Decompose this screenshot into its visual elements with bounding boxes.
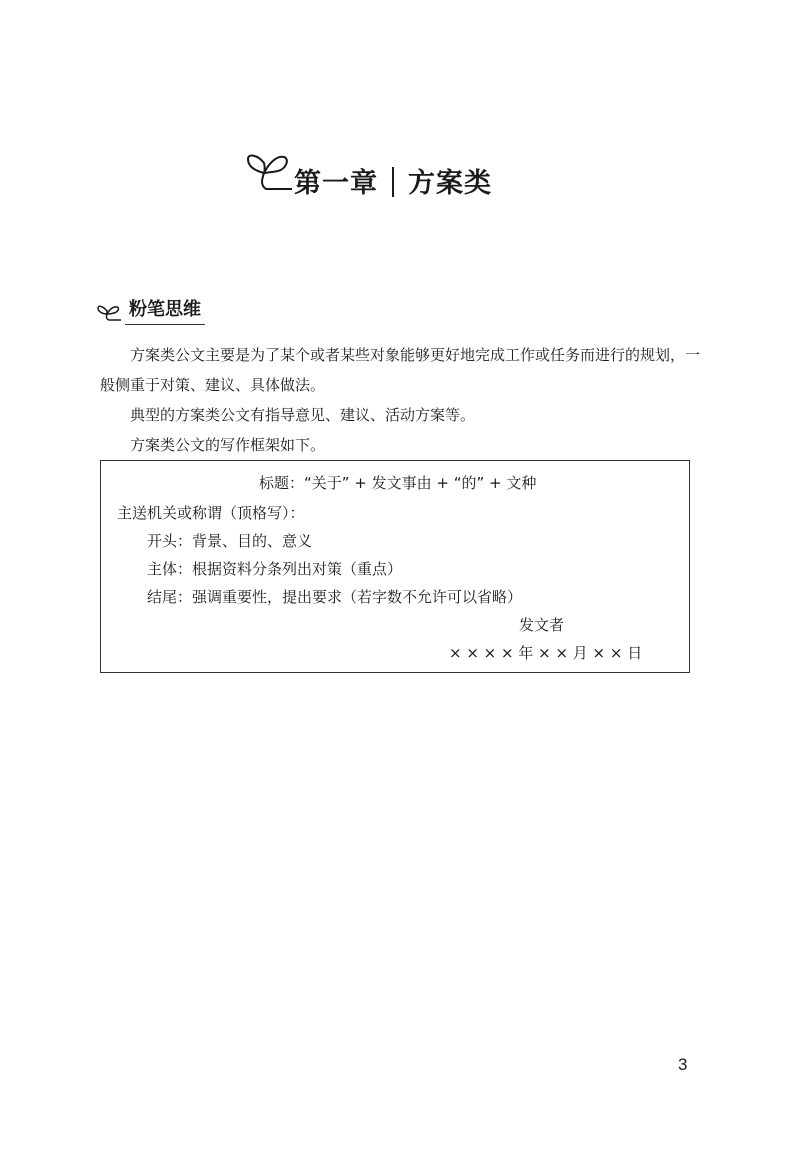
framework-box	[100, 460, 690, 673]
sprout-icon	[238, 145, 294, 199]
section-underline	[125, 324, 205, 325]
chapter-separator	[392, 167, 394, 197]
paragraph-intro-line1: 方案类公文主要是为了某个或者某些对象能够更好地完成工作或任务而进行的规划，一	[130, 346, 701, 364]
section-title: 粉笔思维	[129, 299, 201, 320]
chapter-header	[238, 145, 538, 215]
framework-opening: 开头：背景、目的、意义	[147, 532, 313, 550]
section-header	[95, 298, 235, 326]
framework-ending: 结尾：强调重要性，提出要求（若字数不允许可以省略）	[147, 588, 523, 606]
framework-recipient: 主送机关或称谓（顶格写）：	[117, 504, 305, 522]
framework-date: × × × × 年 × × 月 × × 日	[449, 644, 643, 662]
framework-issuer: 发文者	[519, 616, 565, 634]
paragraph-types: 典型的方案类公文有指导意见、建议、活动方案等。	[130, 406, 476, 424]
paragraph-framework-intro: 方案类公文的写作框架如下。	[130, 436, 326, 454]
page-number: 3	[678, 1055, 688, 1074]
chapter-label: 第一章	[294, 168, 378, 199]
sprout-icon	[95, 302, 123, 322]
chapter-name: 方案类	[408, 168, 492, 199]
framework-title-line: 标题：“关于” + 发文事由 + “的” + 文种	[259, 474, 537, 492]
chapter-title	[294, 167, 492, 201]
paragraph-intro-line2: 般侧重于对策、建议、具体做法。	[100, 376, 326, 394]
framework-body: 主体：根据资料分条列出对策（重点）	[147, 560, 403, 578]
